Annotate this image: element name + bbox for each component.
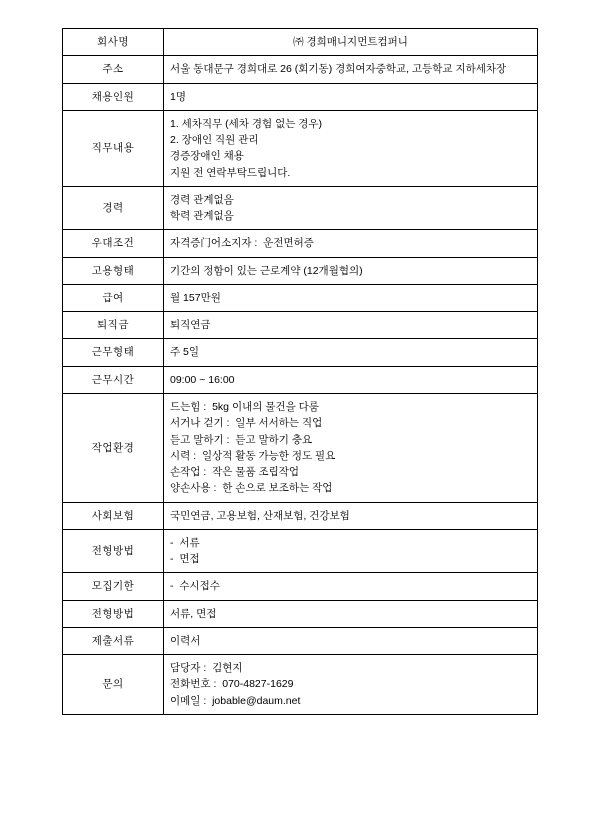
row-value-line: 1명	[170, 90, 186, 103]
row-value-lines	[170, 235, 531, 251]
row-value-line: ㈜ 경희매니지먼트컴퍼니	[293, 36, 408, 48]
table-row	[63, 502, 538, 529]
row-value	[164, 655, 538, 715]
table-row	[63, 627, 538, 654]
row-value-line: 이메일 : jobable@daum.net	[170, 694, 301, 707]
row-value-lines	[170, 372, 531, 388]
row-value-lines	[170, 508, 531, 524]
row-value	[164, 600, 538, 627]
row-label: 급여	[63, 284, 164, 311]
row-label: 사회보험	[63, 502, 164, 529]
row-label: 경력	[63, 186, 164, 230]
row-value-line: 1. 세차직무 (세차 경험 없는 경우)	[170, 117, 323, 130]
row-value	[164, 393, 538, 502]
row-value-line: 지원 전 연락부탁드립니다.	[170, 166, 291, 179]
row-value-line: 주 5일	[170, 346, 200, 359]
row-label: 채용인원	[63, 83, 164, 110]
table-row	[63, 56, 538, 83]
row-value-line: 09:00 ~ 16:00	[170, 373, 235, 386]
row-value-lines	[170, 606, 531, 622]
row-value	[164, 29, 538, 56]
row-value	[164, 366, 538, 393]
row-value-line: 학력 관계없음	[170, 210, 234, 223]
table-row	[63, 257, 538, 284]
row-value-lines	[170, 263, 531, 279]
table-row	[63, 655, 538, 715]
table-row	[63, 83, 538, 110]
row-value-lines	[170, 578, 531, 594]
job-posting-table	[62, 28, 538, 715]
row-label: 모집기한	[63, 573, 164, 600]
table-row	[63, 393, 538, 502]
row-value-lines	[170, 660, 531, 709]
row-value	[164, 339, 538, 366]
row-value	[164, 284, 538, 311]
row-value-line: 서류, 면접	[170, 607, 217, 620]
row-value-line: 시력 : 일상적 활동 가능한 정도 필요	[170, 449, 336, 462]
row-value-line: 담당자 : 김현지	[170, 662, 243, 675]
row-value-line: 경증장애인 채용	[170, 150, 244, 163]
row-value	[164, 83, 538, 110]
row-label: 우대조건	[63, 230, 164, 257]
row-label: 작업환경	[63, 393, 164, 502]
row-value	[164, 312, 538, 339]
table-row	[63, 284, 538, 311]
row-label: 주소	[63, 56, 164, 83]
row-value-lines	[170, 399, 531, 497]
row-label: 고용형태	[63, 257, 164, 284]
row-value-lines	[170, 61, 531, 77]
row-value	[164, 529, 538, 573]
row-label: 전형방법	[63, 600, 164, 627]
row-value-line: 전화번호 : 070-4827-1629	[170, 678, 294, 691]
table-row	[63, 600, 538, 627]
row-label: 근무형태	[63, 339, 164, 366]
row-value-lines	[170, 633, 531, 649]
row-value	[164, 573, 538, 600]
row-value	[164, 502, 538, 529]
table-row	[63, 366, 538, 393]
row-value-line: 국민연금, 고용보험, 산재보험, 건강보험	[170, 509, 350, 522]
row-value-line: 2. 장애인 직원 관리	[170, 134, 259, 147]
row-value-line: 서울 동대문구 경희대로 26 (회기동) 경희여자중학교, 고등학교 지하세차장	[170, 63, 507, 76]
row-value	[164, 627, 538, 654]
row-value-line: 퇴직연금	[170, 319, 211, 332]
row-value-lines	[170, 317, 531, 333]
row-value-lines	[170, 344, 531, 360]
row-value-line: 양손사용 : 한 손으로 보조하는 작업	[170, 482, 333, 495]
row-value-lines	[170, 535, 531, 568]
row-value-line: - 서류	[170, 536, 200, 549]
table-row	[63, 312, 538, 339]
row-label: 제출서류	[63, 627, 164, 654]
row-value	[164, 110, 538, 186]
row-label: 회사명	[63, 29, 164, 56]
row-value	[164, 257, 538, 284]
table-row	[63, 573, 538, 600]
table-row	[63, 110, 538, 186]
row-value-line: - 면접	[170, 553, 200, 566]
row-value-line: - 수시접수	[170, 580, 220, 593]
table-row	[63, 230, 538, 257]
row-label: 문의	[63, 655, 164, 715]
row-value-line: 듣고 말하기 : 듣고 말하기 충요	[170, 433, 313, 446]
row-value-line: 서거나 걷기 : 일부 서서하는 직업	[170, 417, 323, 430]
table-row	[63, 29, 538, 56]
row-label: 근무시간	[63, 366, 164, 393]
row-value-line: 기간의 정함이 있는 근로계약 (12개월협의)	[170, 264, 363, 277]
row-value-lines	[170, 192, 531, 225]
row-label: 직무내용	[63, 110, 164, 186]
row-label: 퇴직금	[63, 312, 164, 339]
row-value-lines	[170, 116, 531, 181]
table-row	[63, 186, 538, 230]
row-label: 전형방법	[63, 529, 164, 573]
row-value-line: 이력서	[170, 634, 201, 647]
row-value-lines	[170, 290, 531, 306]
row-value-lines	[170, 89, 531, 105]
row-value-line: 드는힘 : 5kg 이내의 물건을 다룸	[170, 400, 319, 413]
row-value-line: 손작업 : 작은 물품 조립작업	[170, 466, 300, 479]
row-value-line: 자격증门어소지자 : 운전면허증	[170, 237, 314, 250]
table-row	[63, 529, 538, 573]
row-value-line: 경력 관계없음	[170, 193, 234, 206]
row-value-line: 월 157만원	[170, 291, 221, 304]
row-value	[164, 230, 538, 257]
row-value	[164, 186, 538, 230]
row-value	[164, 56, 538, 83]
table-row	[63, 339, 538, 366]
table-body	[63, 29, 538, 715]
row-value-lines	[170, 34, 531, 50]
